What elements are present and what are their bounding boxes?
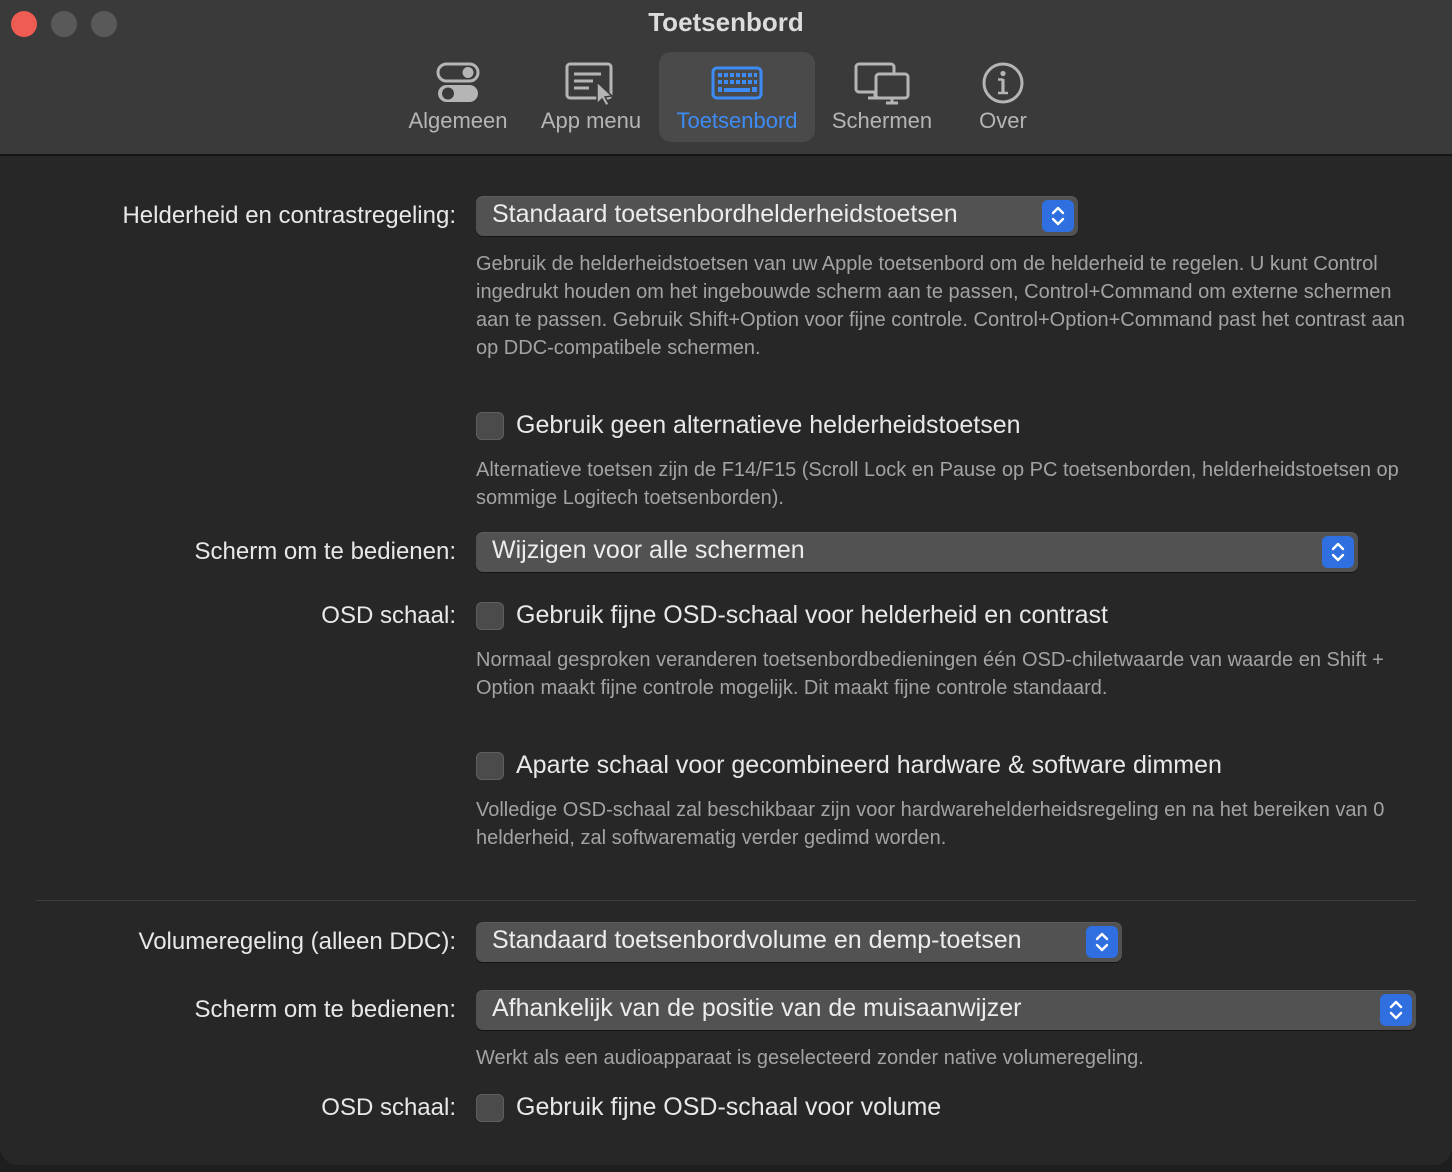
tab-label: App menu: [540, 108, 642, 133]
tab-label: Toetsenbord: [676, 108, 798, 133]
tab-schermen[interactable]: [822, 52, 942, 142]
tab-app-menu[interactable]: [530, 52, 652, 142]
popup-value: Standaard toetsenbordvolume en demp-toetsen: [492, 926, 1022, 954]
volume-control-popup[interactable]: [476, 922, 1122, 962]
chevron-up-down-icon: [1086, 926, 1118, 958]
tab-over[interactable]: [955, 52, 1051, 142]
brightness-control-label: Helderheid en contrastregeling:: [122, 202, 456, 229]
tab-label: Over: [979, 108, 1027, 133]
brightness-osd-label: OSD schaal:: [321, 602, 456, 629]
chevron-up-down-icon: [1042, 200, 1074, 232]
volume-control-label: Volumeregeling (alleen DDC):: [138, 928, 456, 955]
separate-scale-help-text: Volledige OSD-schaal zal beschikbaar zijn voor hardwarehelderheidsregeling en na het bereiken van 0 helderheid, zal softwarematig verder gedimd worden.: [476, 799, 1385, 849]
volume-osd-label: OSD schaal:: [321, 1094, 456, 1121]
volume-screen-label: Scherm om te bedienen:: [194, 996, 456, 1023]
brightness-screen-label: Scherm om te bedienen:: [194, 538, 456, 565]
info-icon: [975, 60, 1031, 106]
fine-osd-volume-label: Gebruik fijne OSD-schaal voor volume: [516, 1093, 942, 1121]
popup-value: Afhankelijk van de positie van de muisaanwijzer: [492, 994, 1022, 1022]
no-alt-keys-label: Gebruik geen alternatieve helderheidstoetsen: [516, 411, 1021, 439]
brightness-screen-popup[interactable]: [476, 532, 1358, 572]
separate-scale-label: Aparte schaal voor gecombineerd hardware & software dimmen: [516, 751, 1222, 779]
displays-icon: [854, 60, 910, 106]
popup-value: Standaard toetsenbordhelderheidstoetsen: [492, 200, 958, 228]
fine-osd-brightness-label: Gebruik fijne OSD-schaal voor helderheid en contrast: [516, 601, 1108, 629]
volume-screen-help-text: Werkt als een audioapparaat is geselecteerd zonder native volumeregeling.: [476, 1047, 1144, 1069]
section-divider: [36, 900, 1416, 901]
fine-osd-brightness-checkbox[interactable]: [476, 602, 504, 630]
titlebar: [0, 0, 1452, 156]
volume-screen-popup[interactable]: [476, 990, 1416, 1030]
menu-cursor-icon: [563, 60, 619, 106]
brightness-control-popup[interactable]: [476, 196, 1078, 236]
no-alt-keys-checkbox[interactable]: [476, 412, 504, 440]
keyboard-icon: [709, 60, 765, 106]
tab-label: Algemeen: [408, 108, 508, 133]
tab-label: Schermen: [831, 108, 933, 133]
popup-value: Wijzigen voor alle schermen: [492, 536, 805, 564]
window-title: Toetsenbord: [648, 7, 804, 37]
fine-osd-volume-checkbox[interactable]: [476, 1094, 504, 1122]
separate-scale-checkbox[interactable]: [476, 752, 504, 780]
chevron-up-down-icon: [1380, 994, 1412, 1026]
fine-osd-brightness-help-text: Normaal gesproken veranderen toetsenbordbedieningen één OSD-chiletwaarde van waarde en Shift + Option maakt fijne controle mogelijk. Dit maakt fijne controle standaard.: [476, 649, 1384, 699]
tab-toetsenbord[interactable]: [659, 52, 815, 142]
chevron-up-down-icon: [1322, 536, 1354, 568]
no-alt-keys-help-text: Alternatieve toetsen zijn de F14/F15 (Scroll Lock en Pause op PC toetsenborden, helderheidstoetsen op sommige Logitech toetsenborden).: [476, 459, 1399, 509]
brightness-help-text: Gebruik de helderheidstoetsen van uw Apple toetsenbord om de helderheid te regelen. U kunt Control ingedrukt houden om het ingebouwde scherm aan te passen, Control+Command om externe schermen aan te passen. Gebruik Shift+Option voor fijne controle. Control+Option+Command past het contrast aan op DDC-compatibele schermen.: [476, 253, 1405, 359]
tab-algemeen[interactable]: [398, 52, 518, 142]
toggles-icon: [430, 60, 486, 106]
